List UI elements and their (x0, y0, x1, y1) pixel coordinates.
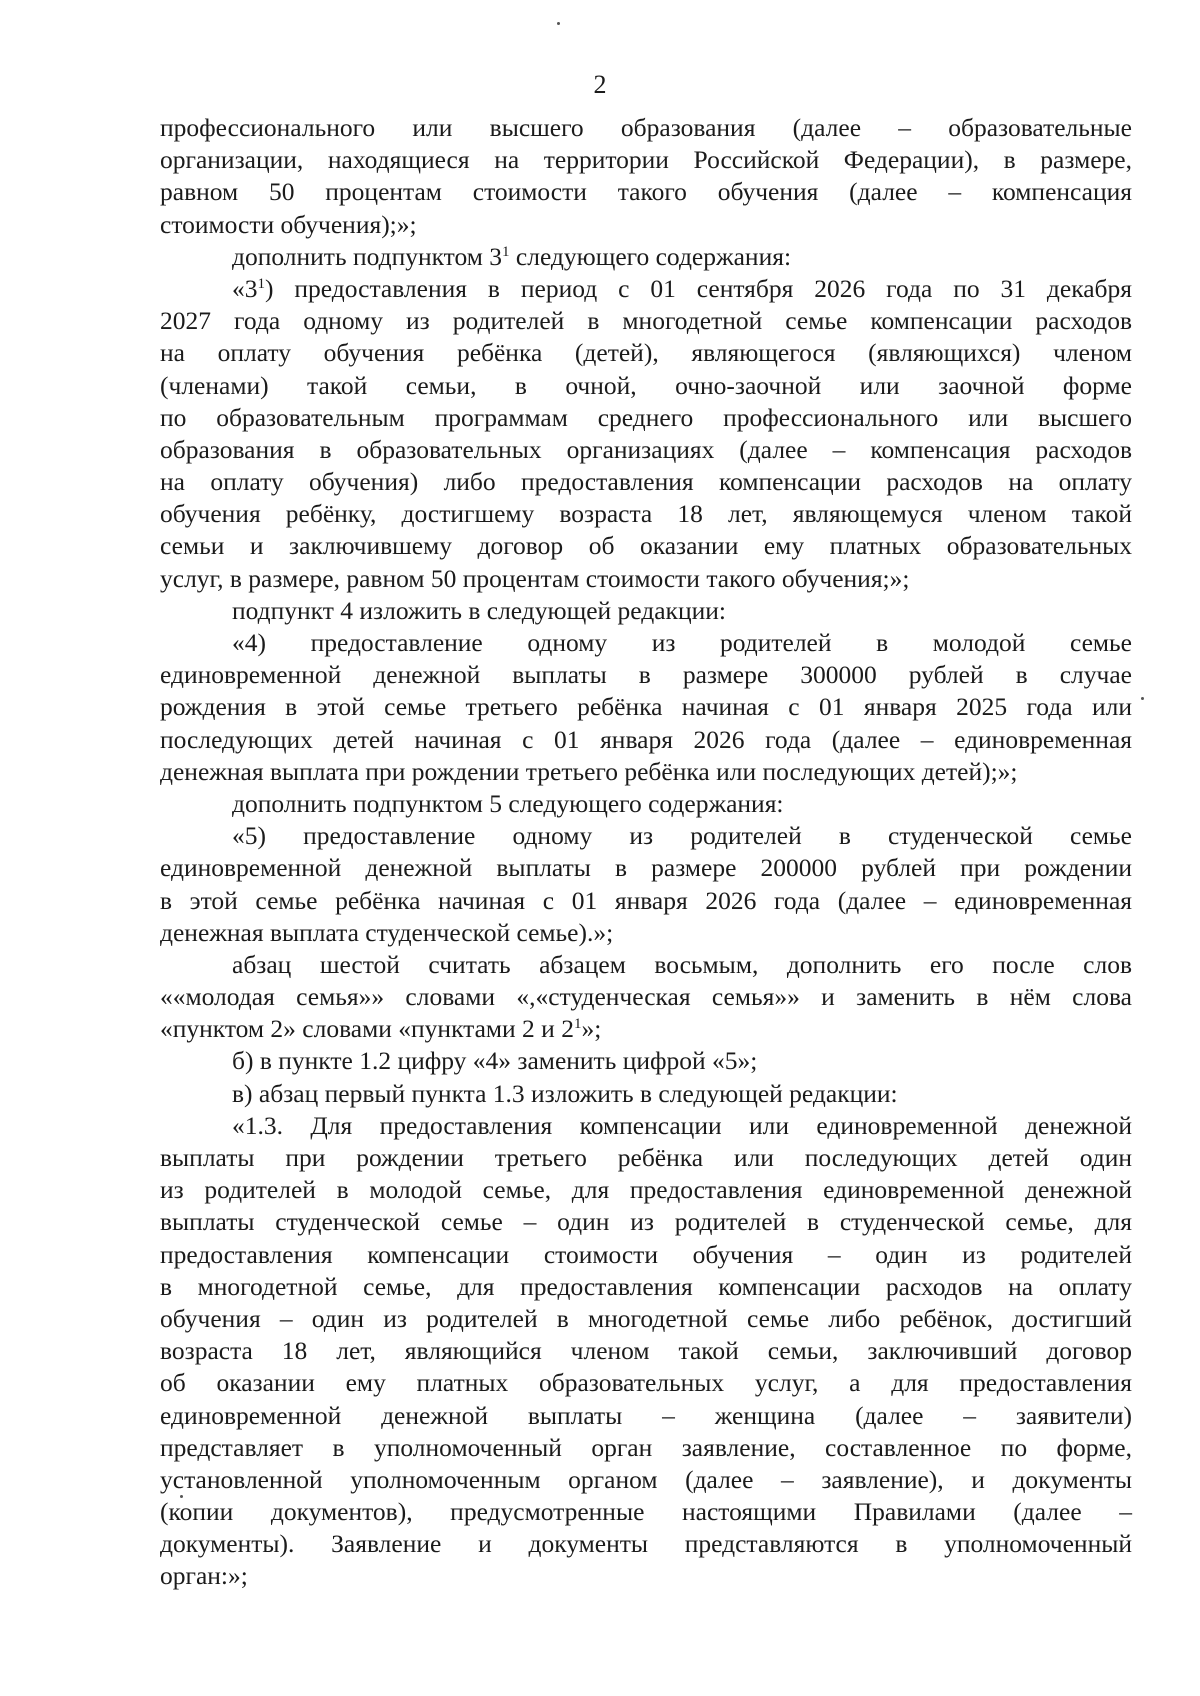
text-line: на оплату обучения ребёнка (детей), являющегося (являющихся) членом (160, 338, 1132, 368)
text-line: организации, находящиеся на территории Российской Федерации), в размере, (160, 145, 1132, 175)
text-line: стоимости обучения);»; (160, 209, 417, 239)
text-line: образования в образовательных организациях (далее – компенсация расходов (160, 434, 1132, 464)
text-fragment: «пунктом 2» словами «пунктами 2 и 2 (160, 1014, 574, 1044)
text-line: документы). Заявление и документы представляются в уполномоченный (160, 1529, 1132, 1559)
text-line: «4) предоставление одному из родителей в молодой семье (232, 628, 1132, 657)
text-line: из родителей в молодой семье, для предоставления единовременной денежной (160, 1175, 1132, 1205)
text-line: единовременной денежной выплаты – женщина (далее – заявители) (160, 1400, 1132, 1430)
text-line: (членами) такой семьи, в очной, очно-заочной или заочной форме (160, 370, 1132, 400)
text-line: «5) предоставление одному из родителей в студенческой семье (232, 821, 1132, 851)
text-line: подпункт 4 изложить в следующей редакции: (232, 595, 726, 625)
text-line: б) в пункте 1.2 цифру «4» заменить цифрой «5»; (232, 1046, 758, 1076)
text-line: семьи и заключившему договор об оказании ему платных образовательных (160, 531, 1132, 561)
text-fragment: следующего содержания: (509, 241, 792, 271)
text-line: равном 50 процентам стоимости такого обучения (далее – компенсация (160, 177, 1132, 207)
superscript: 1 (502, 243, 510, 260)
text-line: денежная выплата студенческой семье).»; (160, 917, 614, 947)
scan-speck-right (1141, 697, 1144, 700)
text-fragment: «3 (232, 273, 258, 303)
text-line: единовременной денежной выплаты в размере 300000 рублей в случае (160, 660, 1132, 690)
document-body (160, 112, 1132, 1593)
text-line: в многодетной семье, для предоставления компенсации расходов на оплату (160, 1271, 1132, 1301)
text-line: (копии документов), предусмотренные настоящими Правилами (далее – (160, 1497, 1132, 1527)
superscript: 1 (257, 275, 265, 292)
text-line: в этой семье ребёнка начиная с 01 января 2026 года (далее – единовременная (160, 885, 1132, 915)
text-line: рождения в этой семье третьего ребёнка начиная с 01 января 2025 года или (160, 692, 1132, 722)
text-line (160, 1013, 1132, 1045)
text-line (160, 241, 1132, 273)
superscript: 1 (573, 1016, 582, 1033)
text-line: выплаты студенческой семье – один из родителей в студенческой семье, для (160, 1207, 1132, 1237)
text-line: обучения – один из родителей в многодетной семье либо ребёнок, достигший (160, 1303, 1132, 1333)
text-line: 2027 года одному из родителей в многодетной семье компенсации расходов (160, 306, 1132, 336)
text-line: об оказании ему платных образовательных услуг, а для предоставления (160, 1368, 1132, 1398)
text-line: обучения ребёнку, достигшему возраста 18 лет, являющемуся членом такой (160, 499, 1132, 529)
text-line: ««молодая семья»» словами «,«студенческая семья»» и заменить в нём слова (160, 982, 1132, 1012)
text-line: «1.3. Для предоставления компенсации или единовременной денежной (232, 1110, 1132, 1140)
text-line: орган:»; (160, 1561, 248, 1591)
text-line: на оплату обучения) либо предоставления компенсации расходов на оплату (160, 467, 1132, 497)
text-line: абзац шестой считать абзацем восьмым, дополнить его после слов (232, 949, 1132, 979)
text-line: представляет в уполномоченный орган заявление, составленное по форме, (160, 1432, 1132, 1462)
text-line: последующих детей начиная с 01 января 2026 года (далее – единовременная (160, 724, 1132, 754)
text-line: установленной уполномоченным органом (далее – заявление), и документы (160, 1464, 1132, 1494)
text-line: услуг, в размере, равном 50 процентам стоимости такого обучения;»; (160, 563, 910, 593)
text-line: дополнить подпунктом 5 следующего содержания: (232, 788, 784, 818)
text-line: единовременной денежной выплаты в размере 200000 рублей при рождении (160, 853, 1132, 883)
text-fragment: »; (581, 1014, 602, 1044)
text-line: возраста 18 лет, являющийся членом такой семьи, заключивший договор (160, 1336, 1132, 1366)
text-line: денежная выплата при рождении третьего ребёнка или последующих детей);»; (160, 756, 1018, 786)
text-fragment: ) предоставления в период с 01 сентября 2026 года по 31 декабря (265, 273, 1132, 303)
page-number: 2 (593, 70, 607, 99)
text-line: профессионального или высшего образования (далее – образовательные (160, 113, 1132, 142)
text-line: выплаты при рождении третьего ребёнка или последующих детей один (160, 1143, 1132, 1172)
text-fragment: дополнить подпунктом 3 (232, 241, 503, 271)
text-line: предоставления компенсации стоимости обучения – один из родителей (160, 1239, 1132, 1269)
text-line: в) абзац первый пункта 1.3 изложить в следующей редакции: (232, 1078, 898, 1108)
text-line (160, 273, 1132, 305)
text-line: по образовательным программам среднего профессионального или высшего (160, 402, 1132, 432)
scan-speck-top (557, 22, 560, 25)
